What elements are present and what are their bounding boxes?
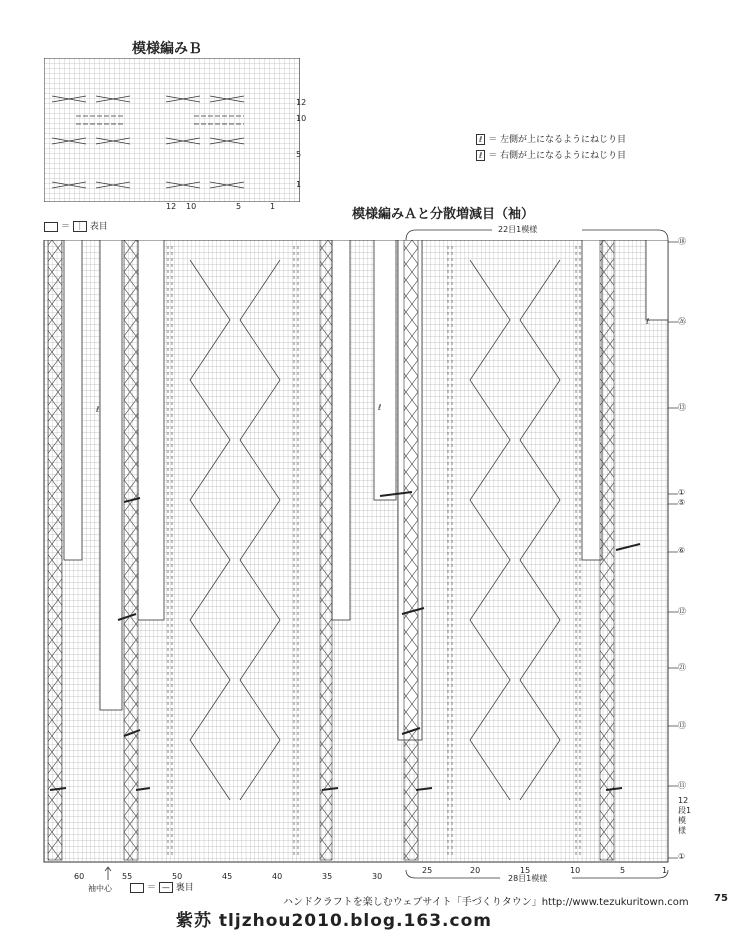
stitch-number: 60 xyxy=(74,872,85,881)
empty-cell-icon xyxy=(130,883,144,893)
stitch-number: 35 xyxy=(322,872,333,881)
pattern-b-row-number: 10 xyxy=(296,114,307,123)
pattern-b-row-number: 5 xyxy=(296,150,302,159)
twist-right-icon: ℓ xyxy=(476,150,485,161)
stitch-number: 15 xyxy=(520,866,531,875)
knit-stitch-legend: ＝ ｜ 表目 xyxy=(44,219,108,232)
pattern-a-chart xyxy=(40,240,672,870)
twist-left-legend: ℓ ＝ 左側が上になるようにねじり目 xyxy=(476,132,626,145)
row-marker: ⑥ xyxy=(678,546,686,555)
twist-left-icon: ℓ xyxy=(476,134,485,145)
stitch-number: 20 xyxy=(470,866,481,875)
stitch-number: 30 xyxy=(372,872,383,881)
row-marker: ⑬ xyxy=(678,721,686,730)
pattern-b-stitch-number: 5 xyxy=(236,202,242,211)
purl-symbol: — xyxy=(159,882,173,893)
stitch-number: 10 xyxy=(570,866,581,875)
pattern-b-title: 模様編みＢ xyxy=(132,41,202,57)
sleeve-center-arrow xyxy=(104,866,112,882)
footer-site-text: ハンドクラフトを楽しむウェブサイト「手づくりタウン」http://www.tezukuritown.com xyxy=(283,897,689,908)
knit-symbol: ｜ xyxy=(73,221,87,232)
row-marker: ① xyxy=(678,852,686,861)
row-marker: ⑱ xyxy=(678,237,686,246)
row-marker: ㉖ xyxy=(678,317,686,326)
pattern-b-stitch-number: 1 xyxy=(270,202,276,211)
knit-label: 表目 xyxy=(89,222,108,232)
stitch-number: 55 xyxy=(122,872,133,881)
row-marker: ⑤ xyxy=(678,498,686,507)
purl-stitch-legend: ＝ — 裏目 xyxy=(130,880,194,893)
stitch-number: 40 xyxy=(272,872,283,881)
repeat-bottom-label: 28目1模様 xyxy=(508,874,548,883)
pattern-b-row-number: 12 xyxy=(296,98,307,107)
stitch-number: 5 xyxy=(620,866,626,875)
stitch-number: 1 xyxy=(662,866,668,875)
row-marker: ① xyxy=(678,488,686,497)
stitch-number: 45 xyxy=(222,872,233,881)
empty-cell-icon xyxy=(44,222,58,232)
watermark-text: 紫苏 tljzhou2010.blog.163.com xyxy=(176,911,492,931)
repeat-top-label: 22目1模様 xyxy=(498,225,538,234)
pattern-b-stitch-number: 12 xyxy=(166,202,177,211)
svg-text:ℓ: ℓ xyxy=(646,317,650,326)
row-repeat-label: 12段1模様 xyxy=(678,796,692,835)
stitch-number: 50 xyxy=(172,872,183,881)
pattern-b-grid xyxy=(44,58,300,202)
row-marker: ⑬ xyxy=(678,403,686,412)
row-marker: ⑫ xyxy=(678,607,686,616)
pattern-b-row-number: 1 xyxy=(296,180,302,189)
pattern-b-stitch-number: 10 xyxy=(186,202,197,211)
row-marker: ㉑ xyxy=(678,663,686,672)
stitch-number: 25 xyxy=(422,866,433,875)
pattern-a-title: 模様編みＡと分散増減目（袖） xyxy=(352,207,535,222)
svg-text:ℓ: ℓ xyxy=(378,403,382,412)
purl-label: 裏目 xyxy=(175,883,194,893)
svg-text:ℓ: ℓ xyxy=(96,405,100,414)
row-marker: ⑪ xyxy=(678,781,686,790)
page-number: 75 xyxy=(714,893,728,904)
sleeve-center-label: 袖中心 xyxy=(88,884,112,893)
twist-right-legend: ℓ ＝ 右側が上になるようにねじり目 xyxy=(476,148,626,161)
